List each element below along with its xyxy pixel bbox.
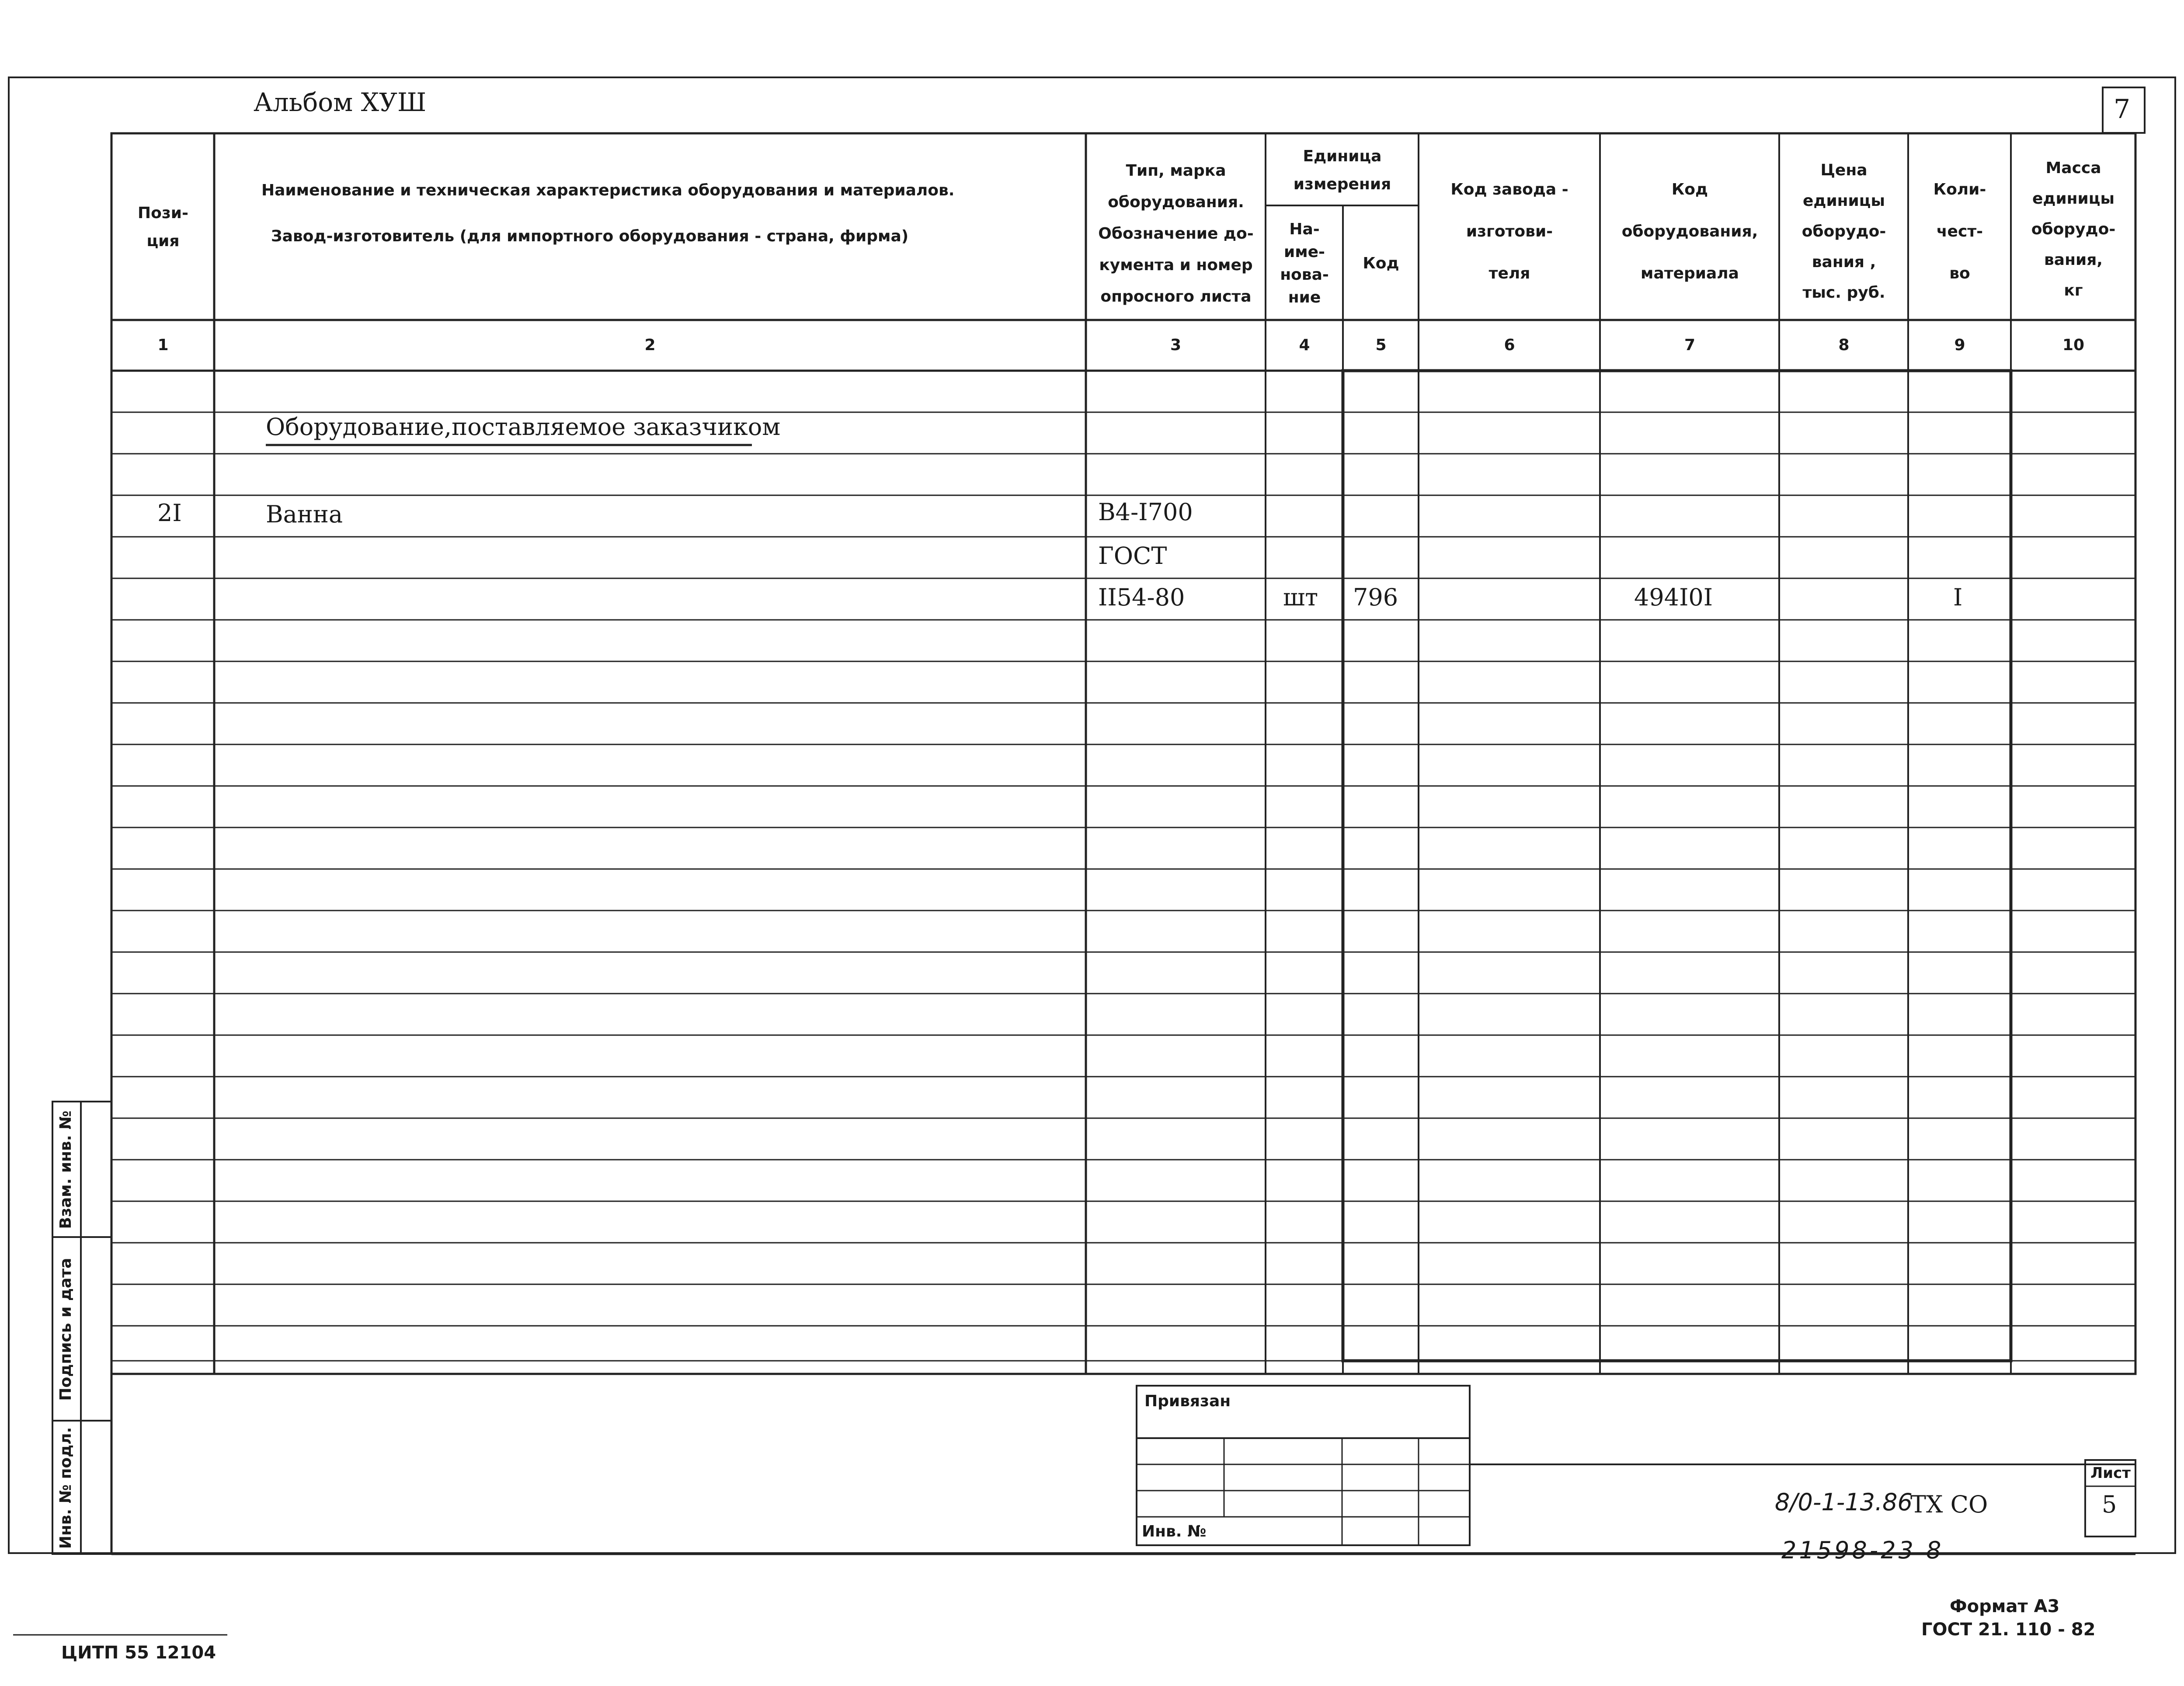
list-number: 5: [2102, 1491, 2117, 1518]
equipment-code-cell: 494I0I: [1634, 584, 1713, 611]
col-number-6: 6: [1504, 336, 1515, 354]
col7-header: Код оборудования, материала: [1621, 181, 1758, 282]
citp-label: ЦИТП 55 12104: [61, 1643, 216, 1663]
col4-header: На- име- нова- ние: [1280, 220, 1329, 306]
type-cell-line1: В4-I700: [1098, 498, 1193, 526]
col-number-9: 9: [1954, 336, 1965, 354]
col10-header: Масса единицы оборудо- вания, кг: [2031, 159, 2116, 299]
col2-header-line2: Завод-изготовитель (для импортного оборудования - страна, фирма): [271, 227, 909, 245]
doc-code-handwritten: 8/0-1-13.86: [1775, 1488, 1913, 1516]
unit-code-cell: 796: [1353, 584, 1398, 611]
privyazan-label: Привязан: [1144, 1392, 1231, 1410]
col-number-8: 8: [1838, 336, 1850, 354]
type-cell-line2: ГОСТ: [1098, 542, 1167, 570]
col-number-2: 2: [644, 336, 656, 354]
unit-name-cell: шт: [1283, 584, 1318, 611]
name-cell: Ванна: [266, 501, 343, 528]
col1-header: Пози- ция: [138, 204, 188, 250]
col2-header-line1: Наименование и техническая характеристика оборудования и материалов.: [261, 181, 955, 199]
col8-header: Цена единицы оборудо- вания , тыс. руб.: [1801, 161, 1886, 302]
col3-header: Тип, марка оборудования. Обозначение до- кумента и номер опросного листа: [1098, 162, 1254, 306]
doc-code-typed: ТХ СО: [1910, 1491, 1988, 1518]
podpis-data-label: Подпись и дата: [57, 1258, 75, 1401]
col-number-7: 7: [1684, 336, 1696, 354]
page-number: 7: [2114, 94, 2131, 125]
col-number-4: 4: [1299, 336, 1310, 354]
inv-no-label: Инв. №: [1142, 1523, 1207, 1540]
album-title: Альбом ХУШ: [254, 87, 427, 117]
col9-header: Коли- чест- во: [1933, 181, 1986, 282]
section-title: Оборудование,поставляемое заказчиком: [266, 413, 781, 441]
col-number-3: 3: [1170, 336, 1182, 354]
col-number-5: 5: [1375, 336, 1387, 354]
quantity-cell: I: [1953, 584, 1963, 611]
format-label: Формат А3: [1950, 1596, 2060, 1616]
col-number-10: 10: [2062, 336, 2085, 354]
unit-header: Единица измерения: [1293, 147, 1391, 193]
handwritten-number: 21598-23 8: [1781, 1537, 1944, 1564]
col5-header: Код: [1363, 254, 1399, 272]
vzam-inv-label: Взам. инв. №: [57, 1110, 75, 1229]
gost-label: ГОСТ 21. 110 - 82: [1921, 1620, 2096, 1640]
position-cell: 2I: [157, 499, 182, 527]
type-cell-line3: II54-80: [1098, 584, 1185, 611]
col6-header: Код завода - изготови- теля: [1450, 181, 1568, 282]
col-number-1: 1: [157, 336, 169, 354]
inv-podl-label: Инв. № подл.: [57, 1427, 75, 1549]
list-label: Лист: [2090, 1464, 2131, 1482]
